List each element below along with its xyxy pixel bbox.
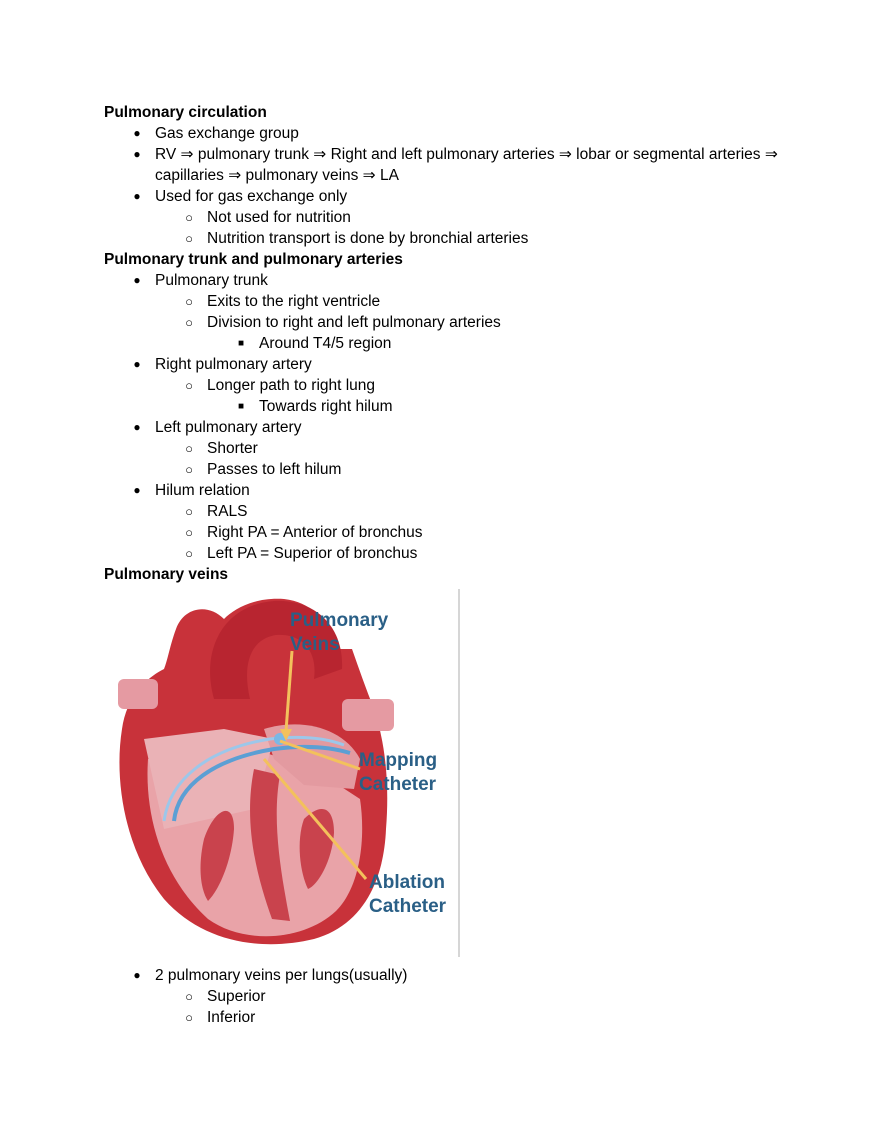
list-item-text: Pulmonary trunk [155, 272, 268, 289]
list-item [133, 417, 784, 438]
list-item-text: Shorter [207, 440, 258, 457]
bullet-circle: ○ [185, 231, 193, 246]
bullet-circle: ○ [185, 546, 193, 561]
bullet-dot: ● [133, 126, 141, 140]
list-item [185, 1007, 784, 1028]
list-item-text: Division to right and left pulmonary arteries [207, 314, 501, 331]
vessel-left [118, 679, 158, 709]
bullet-dot: ● [133, 189, 141, 203]
list-item [185, 986, 784, 1007]
list-item-text: Longer path to right lung [207, 377, 376, 394]
list-item [185, 522, 784, 543]
list-item [185, 501, 784, 522]
list-item-text: Right PA = Anterior of bronchus [207, 524, 423, 541]
list-item-text: Left PA = Superior of bronchus [207, 545, 418, 562]
bullet-circle: ○ [185, 504, 193, 519]
label-line: Mapping [359, 750, 438, 771]
bullet-dot: ● [133, 968, 141, 982]
bullet-circle: ○ [185, 378, 193, 393]
list-item [185, 438, 784, 459]
list-item [133, 480, 784, 501]
label-line: Ablation [369, 872, 445, 893]
list-item-text: Passes to left hilum [207, 461, 342, 478]
list-item-text: Exits to the right ventricle [207, 293, 381, 310]
list-item-text: Right pulmonary artery [155, 356, 312, 373]
bullet-circle: ○ [185, 315, 193, 330]
list-item-text: Superior [207, 988, 266, 1005]
bullet-dot: ● [133, 483, 141, 497]
label-line: Pulmonary [290, 610, 389, 631]
bullet-circle: ○ [185, 525, 193, 540]
list-item-text: Gas exchange group [155, 125, 299, 142]
list-item-text: RV ⇒ pulmonary trunk ⇒ Right and left pulmonary arteries ⇒ lobar or segmental arteries ⇒ capillaries ⇒ pulmonary veins ⇒ LA [155, 146, 778, 184]
list-item-text: Inferior [207, 1009, 256, 1026]
heading-pulmonary-veins: Pulmonary veins [104, 566, 229, 583]
list-item [133, 186, 784, 207]
bullet-square: ■ [237, 338, 245, 349]
list-item [133, 270, 784, 291]
heart-diagram-figure [104, 589, 464, 957]
list-item [133, 144, 784, 186]
label-ablation-catheter [369, 871, 446, 919]
list-item [237, 333, 784, 354]
list-item-text: Around T4/5 region [259, 335, 392, 352]
label-line: Catheter [369, 896, 447, 917]
list-item-text: Hilum relation [155, 482, 250, 499]
list-item [133, 354, 784, 375]
list-item [185, 459, 784, 480]
list-item [185, 291, 784, 312]
list-item-text: 2 pulmonary veins per lungs(usually) [155, 967, 408, 984]
label-line: Veins [290, 634, 340, 655]
bullet-circle: ○ [185, 989, 193, 1004]
list-item-text: Nutrition transport is done by bronchial arteries [207, 230, 529, 247]
bullet-square: ■ [237, 401, 245, 412]
label-mapping-catheter [359, 749, 437, 797]
list-item-text: Left pulmonary artery [155, 419, 302, 436]
vessel-right [342, 699, 394, 731]
list-item [185, 543, 784, 564]
bullet-circle: ○ [185, 294, 193, 309]
bullet-dot: ● [133, 420, 141, 434]
list-item-text: Towards right hilum [259, 398, 393, 415]
list-item [185, 375, 784, 396]
label-line: Catheter [359, 774, 437, 795]
list-item [185, 207, 784, 228]
bullet-circle: ○ [185, 441, 193, 456]
bullet-circle: ○ [185, 1010, 193, 1025]
list-item [237, 396, 784, 417]
list-item [185, 312, 784, 333]
list-item [133, 965, 784, 986]
bullet-dot: ● [133, 147, 141, 161]
bullet-circle: ○ [185, 210, 193, 225]
heading-pulmonary-circulation: Pulmonary circulation [104, 104, 267, 121]
list-item [133, 123, 784, 144]
label-pulmonary-veins [290, 609, 388, 657]
list-item-text: RALS [207, 503, 248, 520]
document-page [104, 102, 784, 1028]
list-item-text: Used for gas exchange only [155, 188, 348, 205]
list-item [185, 228, 784, 249]
list-item-text: Not used for nutrition [207, 209, 351, 226]
heading-pulmonary-trunk-arteries: Pulmonary trunk and pulmonary arteries [104, 251, 403, 268]
bullet-dot: ● [133, 357, 141, 371]
bullet-circle: ○ [185, 462, 193, 477]
bullet-dot: ● [133, 273, 141, 287]
